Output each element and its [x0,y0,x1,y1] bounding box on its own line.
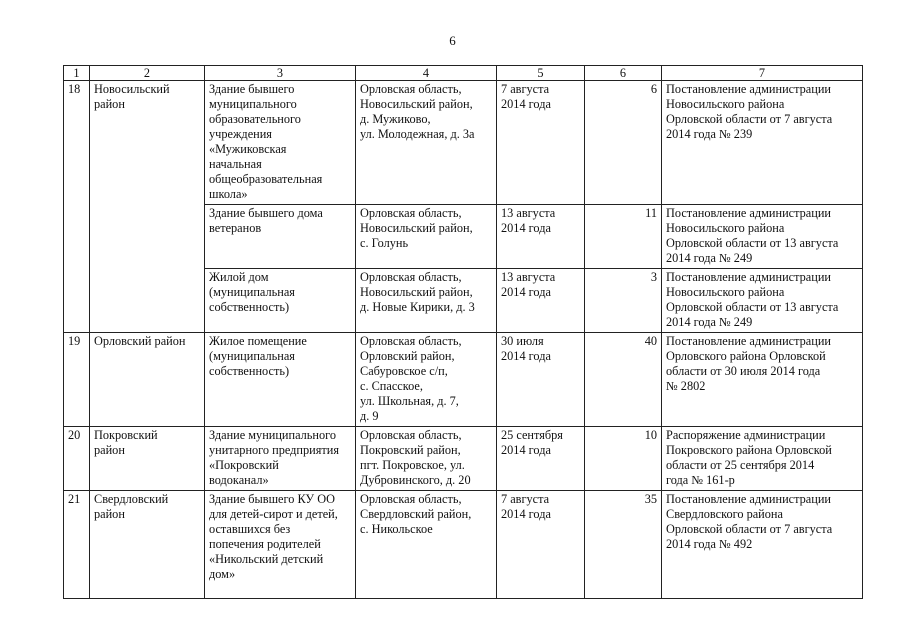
legal-document: Постановление администрации Новосильского района Орловской области от 13 августа 2014 года № 249 [662,205,863,269]
legal-document: Постановление администрации Новосильского района Орловской области от 7 августа 2014 года № 239 [662,81,863,205]
legal-document: Постановление администрации Свердловского района Орловской области от 7 августа 2014 года № 492 [662,491,863,599]
district-name: Новосильский район [90,81,205,333]
column-number-2: 2 [90,66,205,81]
column-number-6: 6 [585,66,662,81]
column-number-1: 1 [64,66,90,81]
object-area: 35 [585,491,662,599]
object-area: 40 [585,333,662,427]
object-address: Орловская область, Покровский район, пгт. Покровское, ул. Дубровинского, д. 20 [356,427,497,491]
row-number: 18 [64,81,90,333]
district-name: Орловский район [90,333,205,427]
column-number-7: 7 [662,66,863,81]
object-address: Орловская область, Орловский район, Сабуровское с/п, с. Спасское, ул. Школьная, д. 7, д. 9 [356,333,497,427]
object-area: 10 [585,427,662,491]
legal-document: Постановление администрации Новосильского района Орловской области от 13 августа 2014 года № 249 [662,269,863,333]
object-description: Жилой дом (муниципальная собственность) [205,269,356,333]
object-area: 11 [585,205,662,269]
property-table [63,65,863,599]
row-number: 21 [64,491,90,599]
district-name: Покровский район [90,427,205,491]
transfer-date: 7 августа 2014 года [497,491,585,599]
district-name: Свердловский район [90,491,205,599]
object-description: Здание бывшего муниципального образовательного учреждения «Мужиковская начальная общеобразовательная школа» [205,81,356,205]
transfer-date: 7 августа 2014 года [497,81,585,205]
object-description: Здание бывшего КУ ОО для детей-сирот и детей, оставшихся без попечения родителей «Никольский детский дом» [205,491,356,599]
object-description: Жилое помещение (муниципальная собственность) [205,333,356,427]
legal-document: Постановление администрации Орловского района Орловской области от 30 июля 2014 года № 2802 [662,333,863,427]
column-number-row [64,66,863,81]
object-address: Орловская область, Новосильский район, д. Новые Кирики, д. 3 [356,269,497,333]
row-number: 20 [64,427,90,491]
object-description: Здание муниципального унитарного предприятия «Покровский водоканал» [205,427,356,491]
object-description: Здание бывшего дома ветеранов [205,205,356,269]
object-area: 6 [585,81,662,205]
object-address: Орловская область, Новосильский район, д. Мужиково, ул. Молодежная, д. 3а [356,81,497,205]
transfer-date: 25 сентября 2014 года [497,427,585,491]
column-number-3: 3 [205,66,356,81]
object-address: Орловская область, Новосильский район, с. Голунь [356,205,497,269]
column-number-4: 4 [356,66,497,81]
table-row [64,81,863,205]
column-number-5: 5 [497,66,585,81]
transfer-date: 30 июля 2014 года [497,333,585,427]
page-number: 6 [449,33,456,48]
transfer-date: 13 августа 2014 года [497,269,585,333]
row-number: 19 [64,333,90,427]
object-address: Орловская область, Свердловский район, с. Никольское [356,491,497,599]
transfer-date: 13 августа 2014 года [497,205,585,269]
legal-document: Распоряжение администрации Покровского района Орловской области от 25 сентября 2014 года № 161-р [662,427,863,491]
table-row [64,333,863,427]
table-row [64,491,863,599]
table-row [64,427,863,491]
object-area: 3 [585,269,662,333]
